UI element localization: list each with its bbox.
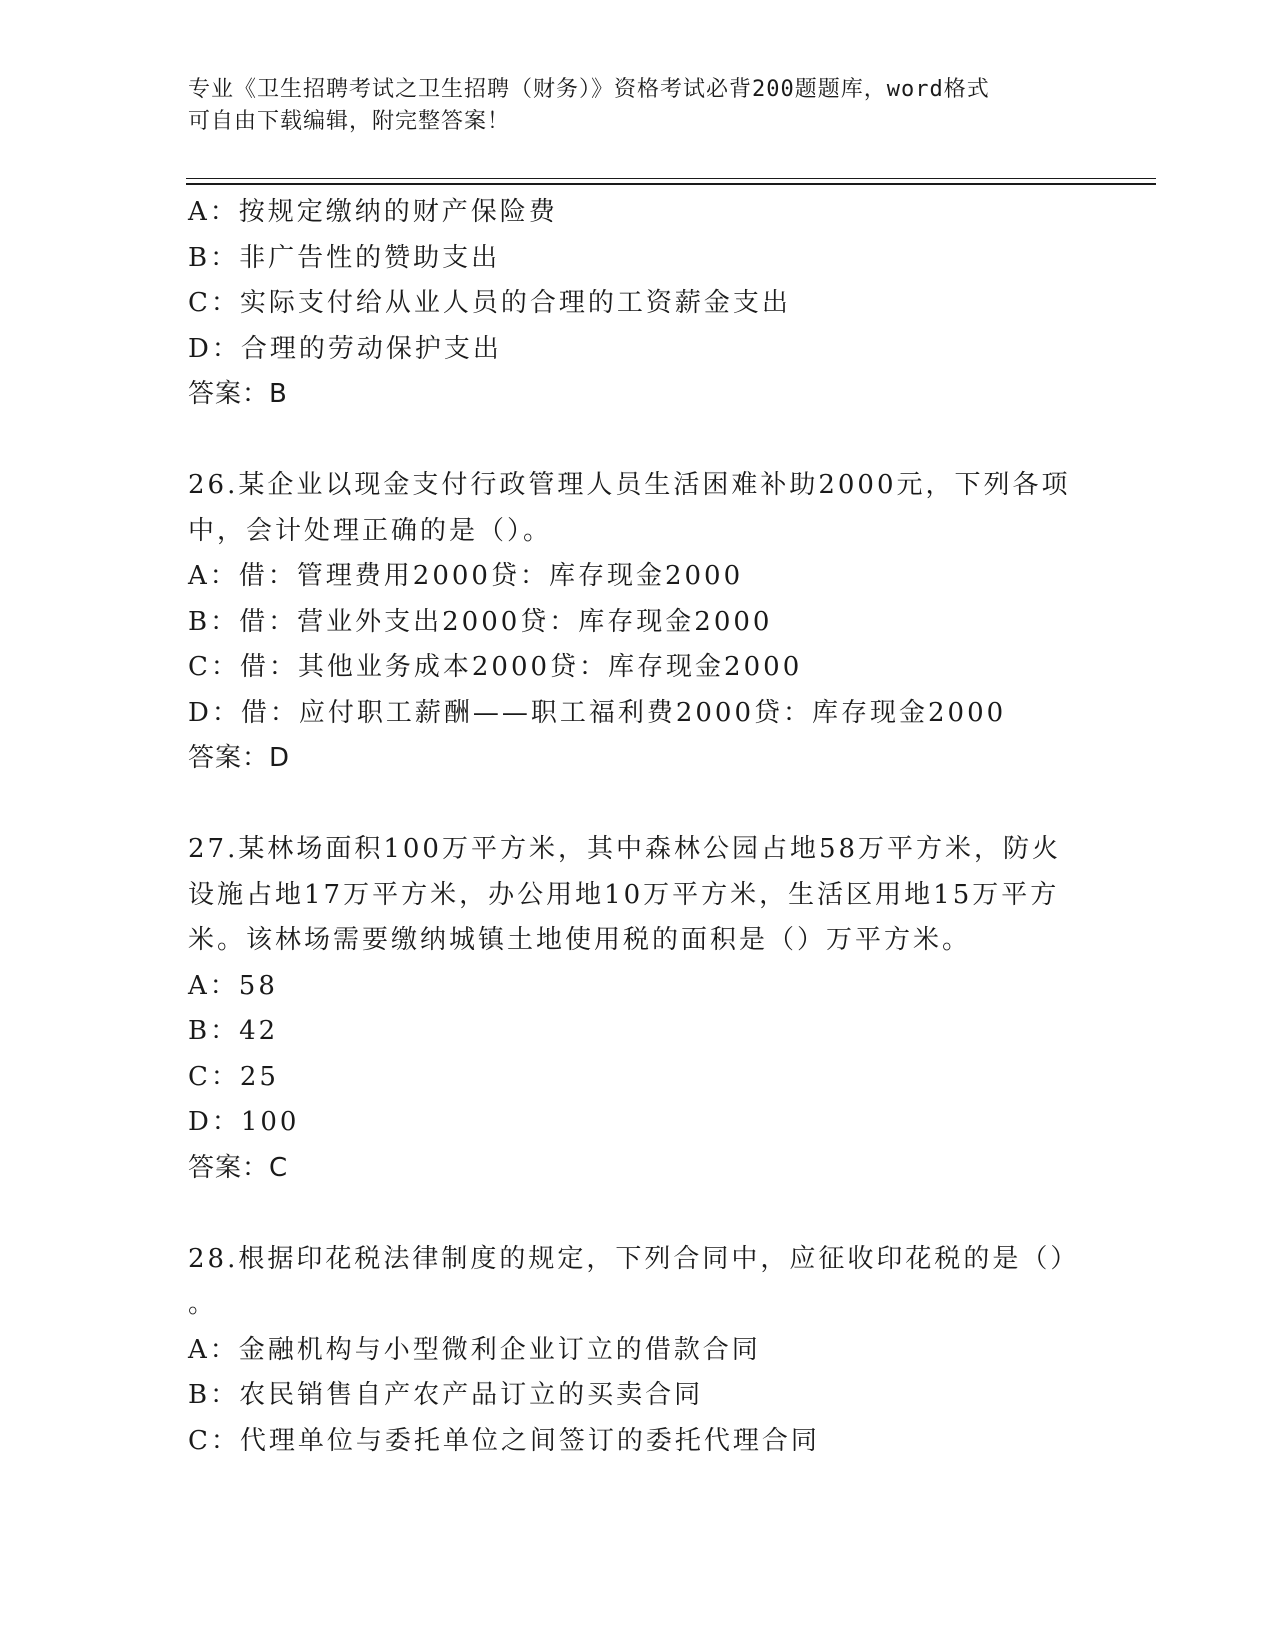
question-stem-line-1: 27.某林场面积100万平方米，其中森林公园占地58万平方米，防火: [188, 834, 1062, 864]
option-b: B：非广告性的赞助支出: [188, 242, 501, 273]
question-list: [188, 190, 1088, 1464]
option-c: C：借：其他业务成本2000贷：库存现金2000: [188, 652, 803, 682]
question-25-partial: [188, 190, 1088, 418]
option-c: C：25: [188, 1061, 279, 1092]
question-gap: [188, 782, 1088, 828]
header-line-2: 可自由下载编辑，附完整答案！: [188, 109, 511, 134]
option-d: D：100: [188, 1107, 300, 1137]
option-a: A：金融机构与小型微利企业订立的借款合同: [188, 1334, 761, 1365]
answer-line: 答案：B: [188, 379, 288, 409]
option-b: B：农民销售自产农产品订立的买卖合同: [188, 1380, 704, 1410]
option-c: C：实际支付给从业人员的合理的工资薪金支出: [188, 288, 791, 318]
question-28: [188, 1237, 1088, 1465]
question-gap: [188, 1191, 1088, 1237]
question-26: [188, 463, 1088, 782]
option-d: D：借：应付职工薪酬——职工福利费2000贷：库存现金2000: [188, 697, 1007, 728]
answer-line: 答案：C: [188, 1152, 289, 1183]
header-line-1: 专业《卫生招聘考试之卫生招聘（财务）》资格考试必背200题题库，word格式: [188, 77, 990, 102]
option-b: B：42: [188, 1016, 279, 1046]
option-a: A：58: [188, 970, 278, 1001]
option-a: A：按规定缴纳的财产保险费: [188, 197, 558, 227]
document-header: [188, 74, 1068, 138]
question-stem-line-2: 中，会计处理正确的是（）。: [188, 515, 553, 546]
option-b: B：借：营业外支出2000贷：库存现金2000: [188, 606, 773, 637]
question-stem-line-2: 设施占地17万平方米，办公用地10万平方米，生活区用地15万平方: [188, 879, 1060, 910]
header-divider-thick: [186, 183, 1156, 185]
question-stem-line-2: 。: [188, 1289, 218, 1319]
question-gap: [188, 418, 1088, 464]
header-divider-thin: [186, 178, 1156, 179]
option-c: C：代理单位与委托单位之间签订的委托代理合同: [188, 1425, 820, 1456]
answer-line: 答案：D: [188, 743, 291, 773]
question-stem-line-1: 26.某企业以现金支付行政管理人员生活困难补助2000元，下列各项: [188, 470, 1071, 500]
question-stem-line-1: 28.根据印花税法律制度的规定，下列合同中，应征收印花税的是（）: [188, 1243, 1080, 1274]
question-stem-line-3: 米。该林场需要缴纳城镇土地使用税的面积是（）万平方米。: [188, 925, 972, 955]
question-27: [188, 827, 1088, 1191]
option-d: D：合理的劳动保护支出: [188, 333, 502, 364]
option-a: A：借：管理费用2000贷：库存现金2000: [188, 561, 744, 591]
